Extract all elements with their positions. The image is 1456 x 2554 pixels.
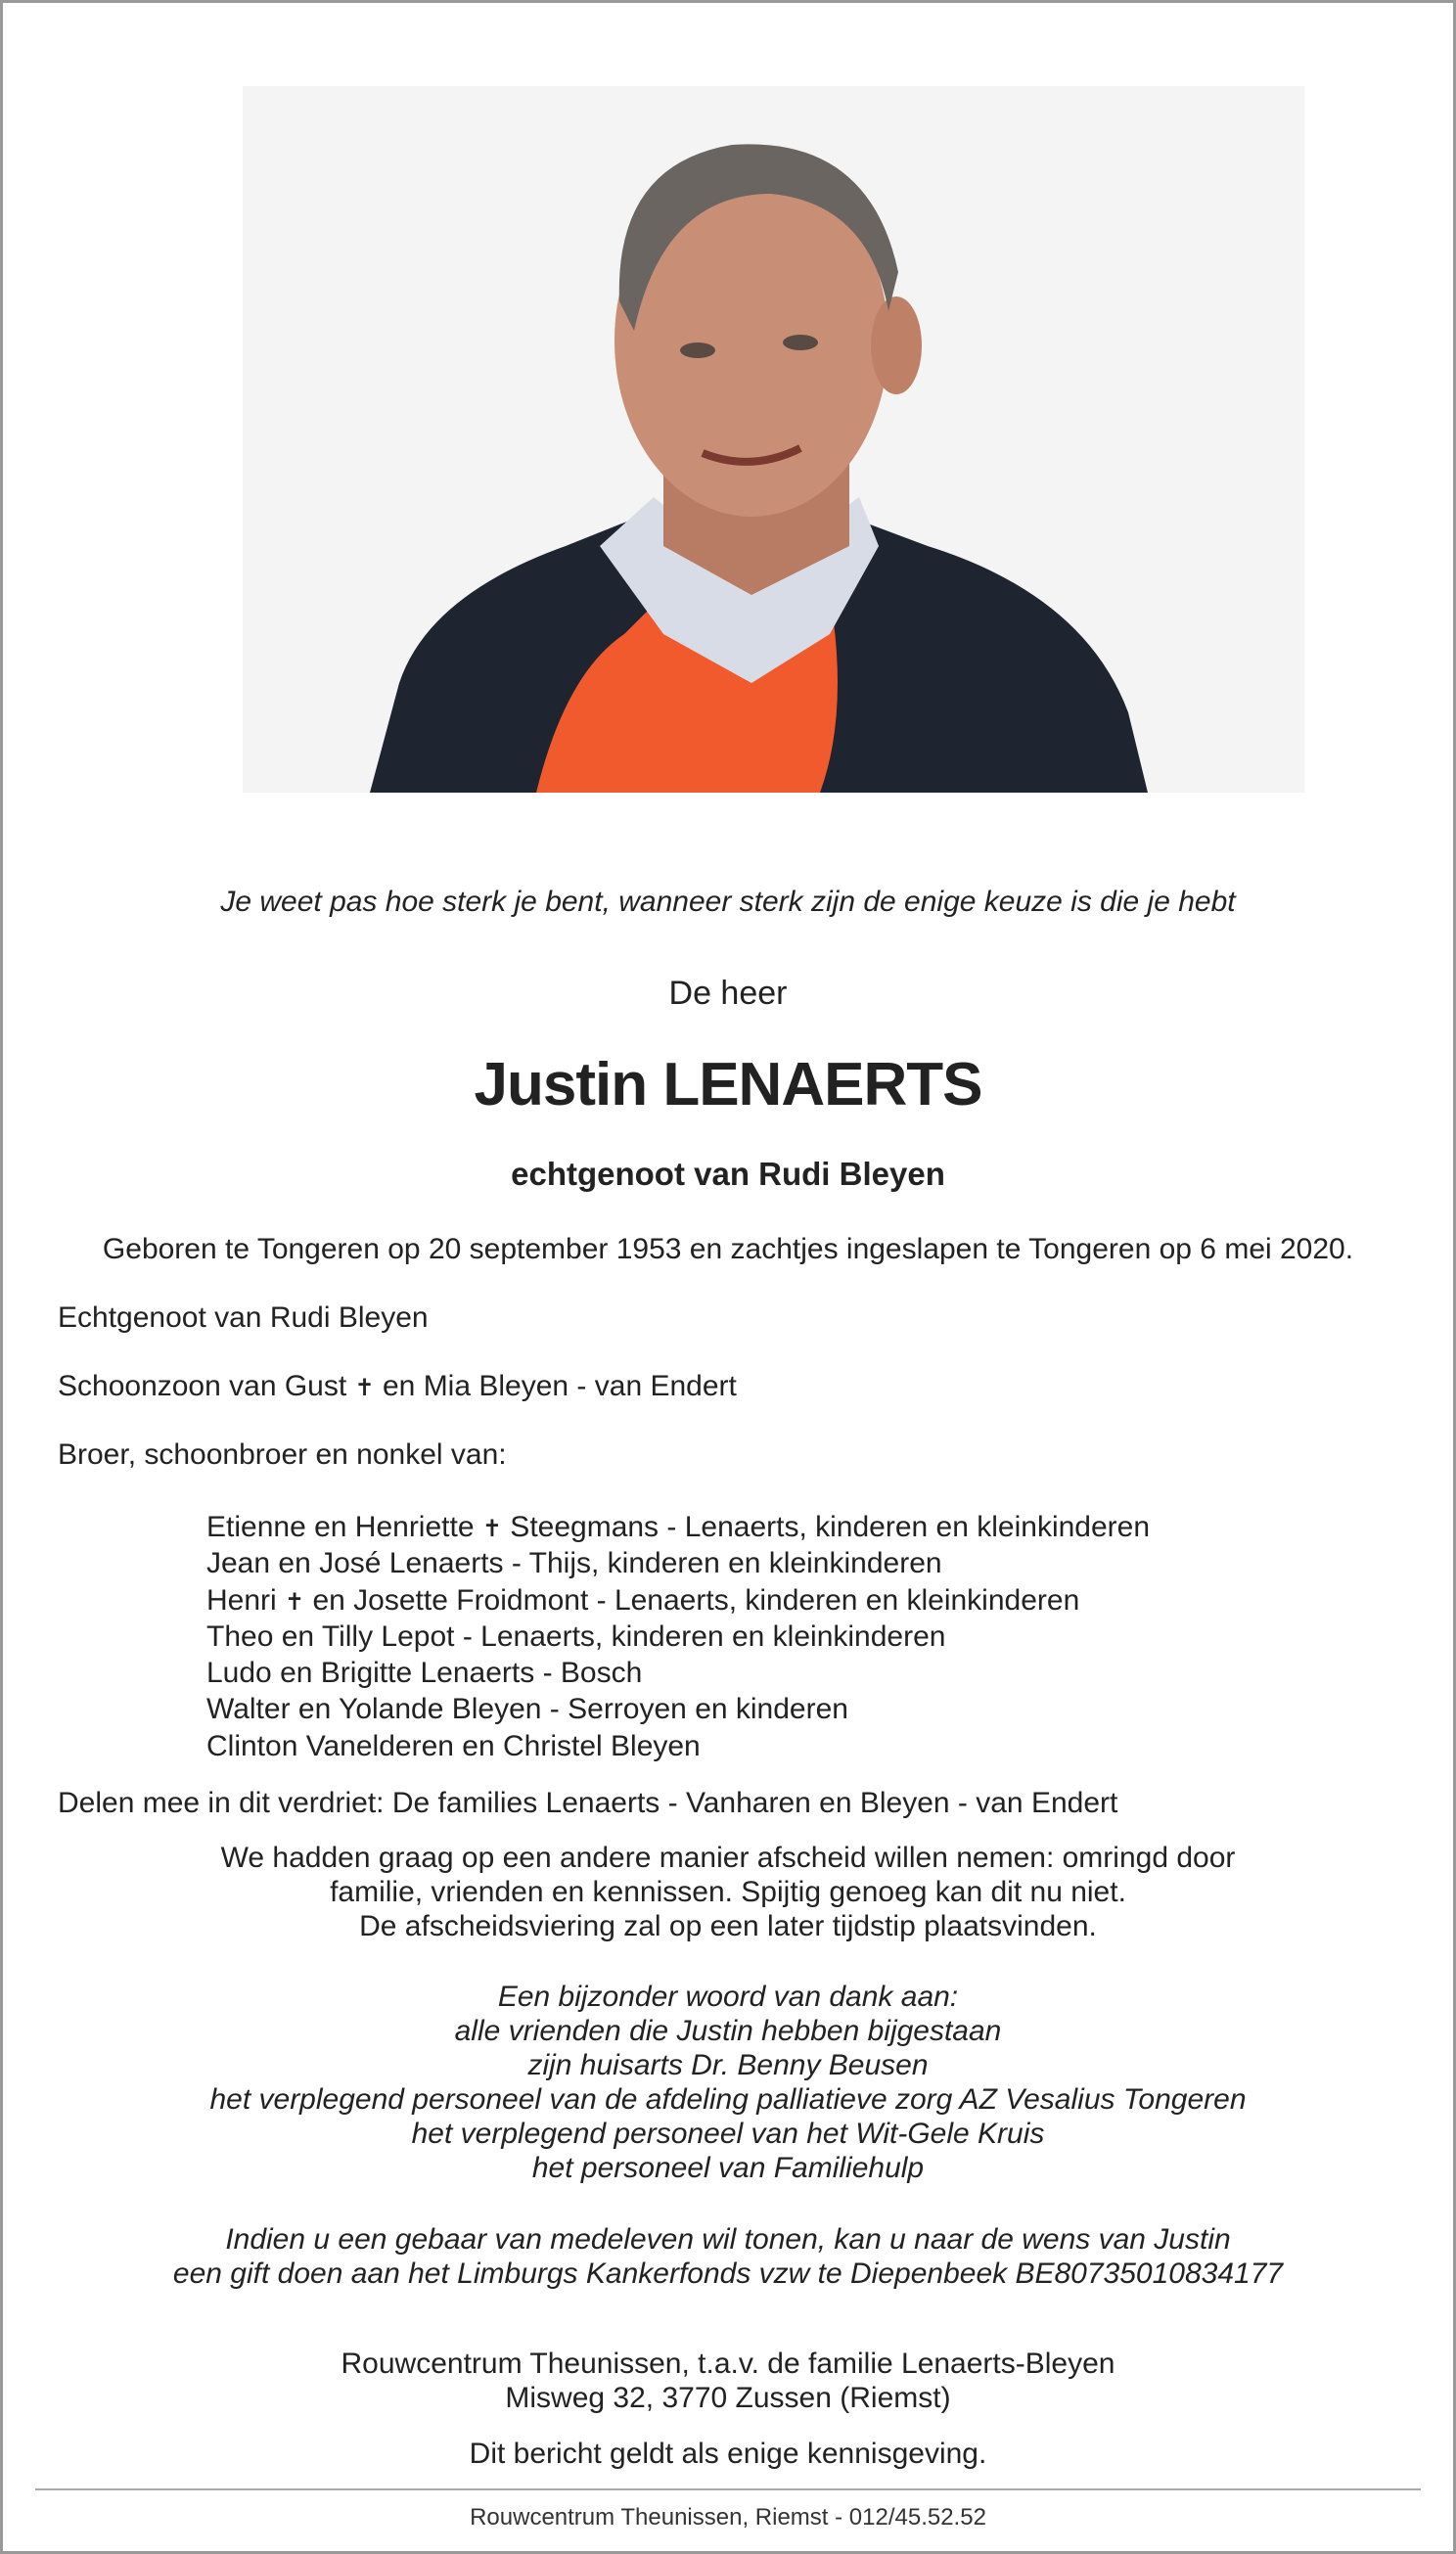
notice-line: Dit bericht geldt als enige kennisgeving. — [469, 2438, 987, 2470]
siblings-list — [206, 1510, 1150, 1765]
cross-icon: ✝ — [354, 1375, 375, 1401]
list-item: Clinton Vanelderen en Christel Bleyen — [206, 1729, 701, 1762]
sharing-line: Delen mee in dit verdriet: De families Lenaerts - Vanharen en Bleyen - van Endert — [58, 1787, 1118, 1819]
list-item: Jean en José Lenaerts - Thijs, kinderen en kleinkinderen — [206, 1547, 942, 1580]
list-item: Theo en Tilly Lepot - Lenaerts, kinderen en kleinkinderen — [206, 1619, 946, 1653]
subtitle: echtgenoot van Rudi Bleyen — [511, 1156, 945, 1192]
list-item: Henri ✝ en Josette Froidmont - Lenaerts, kinderen en kleinkinderen — [206, 1583, 1080, 1617]
spouse-line: Echtgenoot van Rudi Bleyen — [58, 1301, 429, 1334]
cross-icon: ✝ — [285, 1588, 305, 1616]
address-block: Rouwcentrum Theunissen, t.a.v. de familie Lenaerts-Bleyen Misweg 32, 3770 Zussen (Riemst) — [341, 2348, 1115, 2414]
footer-divider — [35, 2488, 1421, 2490]
portrait-photo — [243, 86, 1304, 793]
birth-death-line: Geboren te Tongeren op 20 september 1953 en zachtjes ingeslapen te Tongeren op 6 mei 2020. — [102, 1233, 1354, 1265]
list-item: Etienne en Henriette ✝ Steegmans - Lenaerts, kinderen en kleinkinderen — [206, 1511, 1151, 1543]
memorial-quote: Je weet pas hoe sterk je bent, wanneer sterk zijn de enige keuze is die je hebt — [220, 886, 1236, 918]
salutation: De heer — [668, 975, 788, 1012]
portrait-illustration — [243, 86, 1304, 793]
thanks-paragraph: Een bijzonder woord van dank aan: alle vrienden die Justin hebben bijgestaan zijn huisarts Dr. Benny Beusen het verplegend personeel van de afdeling palliatieve zorg AZ Vesalius Tongeren het verplegend personeel van het Wit-Gele Kruis het personeel van Familiehulp — [209, 1981, 1247, 2184]
list-item: Walter en Yolande Bleyen - Serroyen en kinderen — [206, 1693, 848, 1726]
siblings-intro: Broer, schoonbroer en nonkel van: — [58, 1438, 507, 1471]
deceased-name: Justin LENAERTS — [474, 1051, 982, 1118]
list-item: Ludo en Brigitte Lenaerts - Bosch — [206, 1657, 643, 1690]
donation-paragraph: Indien u een gebaar van medeleven wil tonen, kan u naar de wens van Justin een gift doen aan het Limburgs Kankerfonds vzw te Diepenbeek BE80735010834177 — [172, 2223, 1284, 2290]
cross-icon: ✝ — [481, 1516, 502, 1542]
footer-text: Rouwcentrum Theunissen, Riemst - 012/45.52.52 — [470, 2504, 986, 2531]
farewell-paragraph: We hadden graag op een andere manier afscheid willen nemen: omringd door familie, vrienden en kennissen. Spijtig genoeg kan dit nu niet. De afscheidsviering zal op een later tijdstip plaatsvinden. — [220, 1842, 1236, 1942]
in-law-line: Schoonzoon van Gust ✝ en Mia Bleyen - van Endert — [58, 1370, 737, 1402]
